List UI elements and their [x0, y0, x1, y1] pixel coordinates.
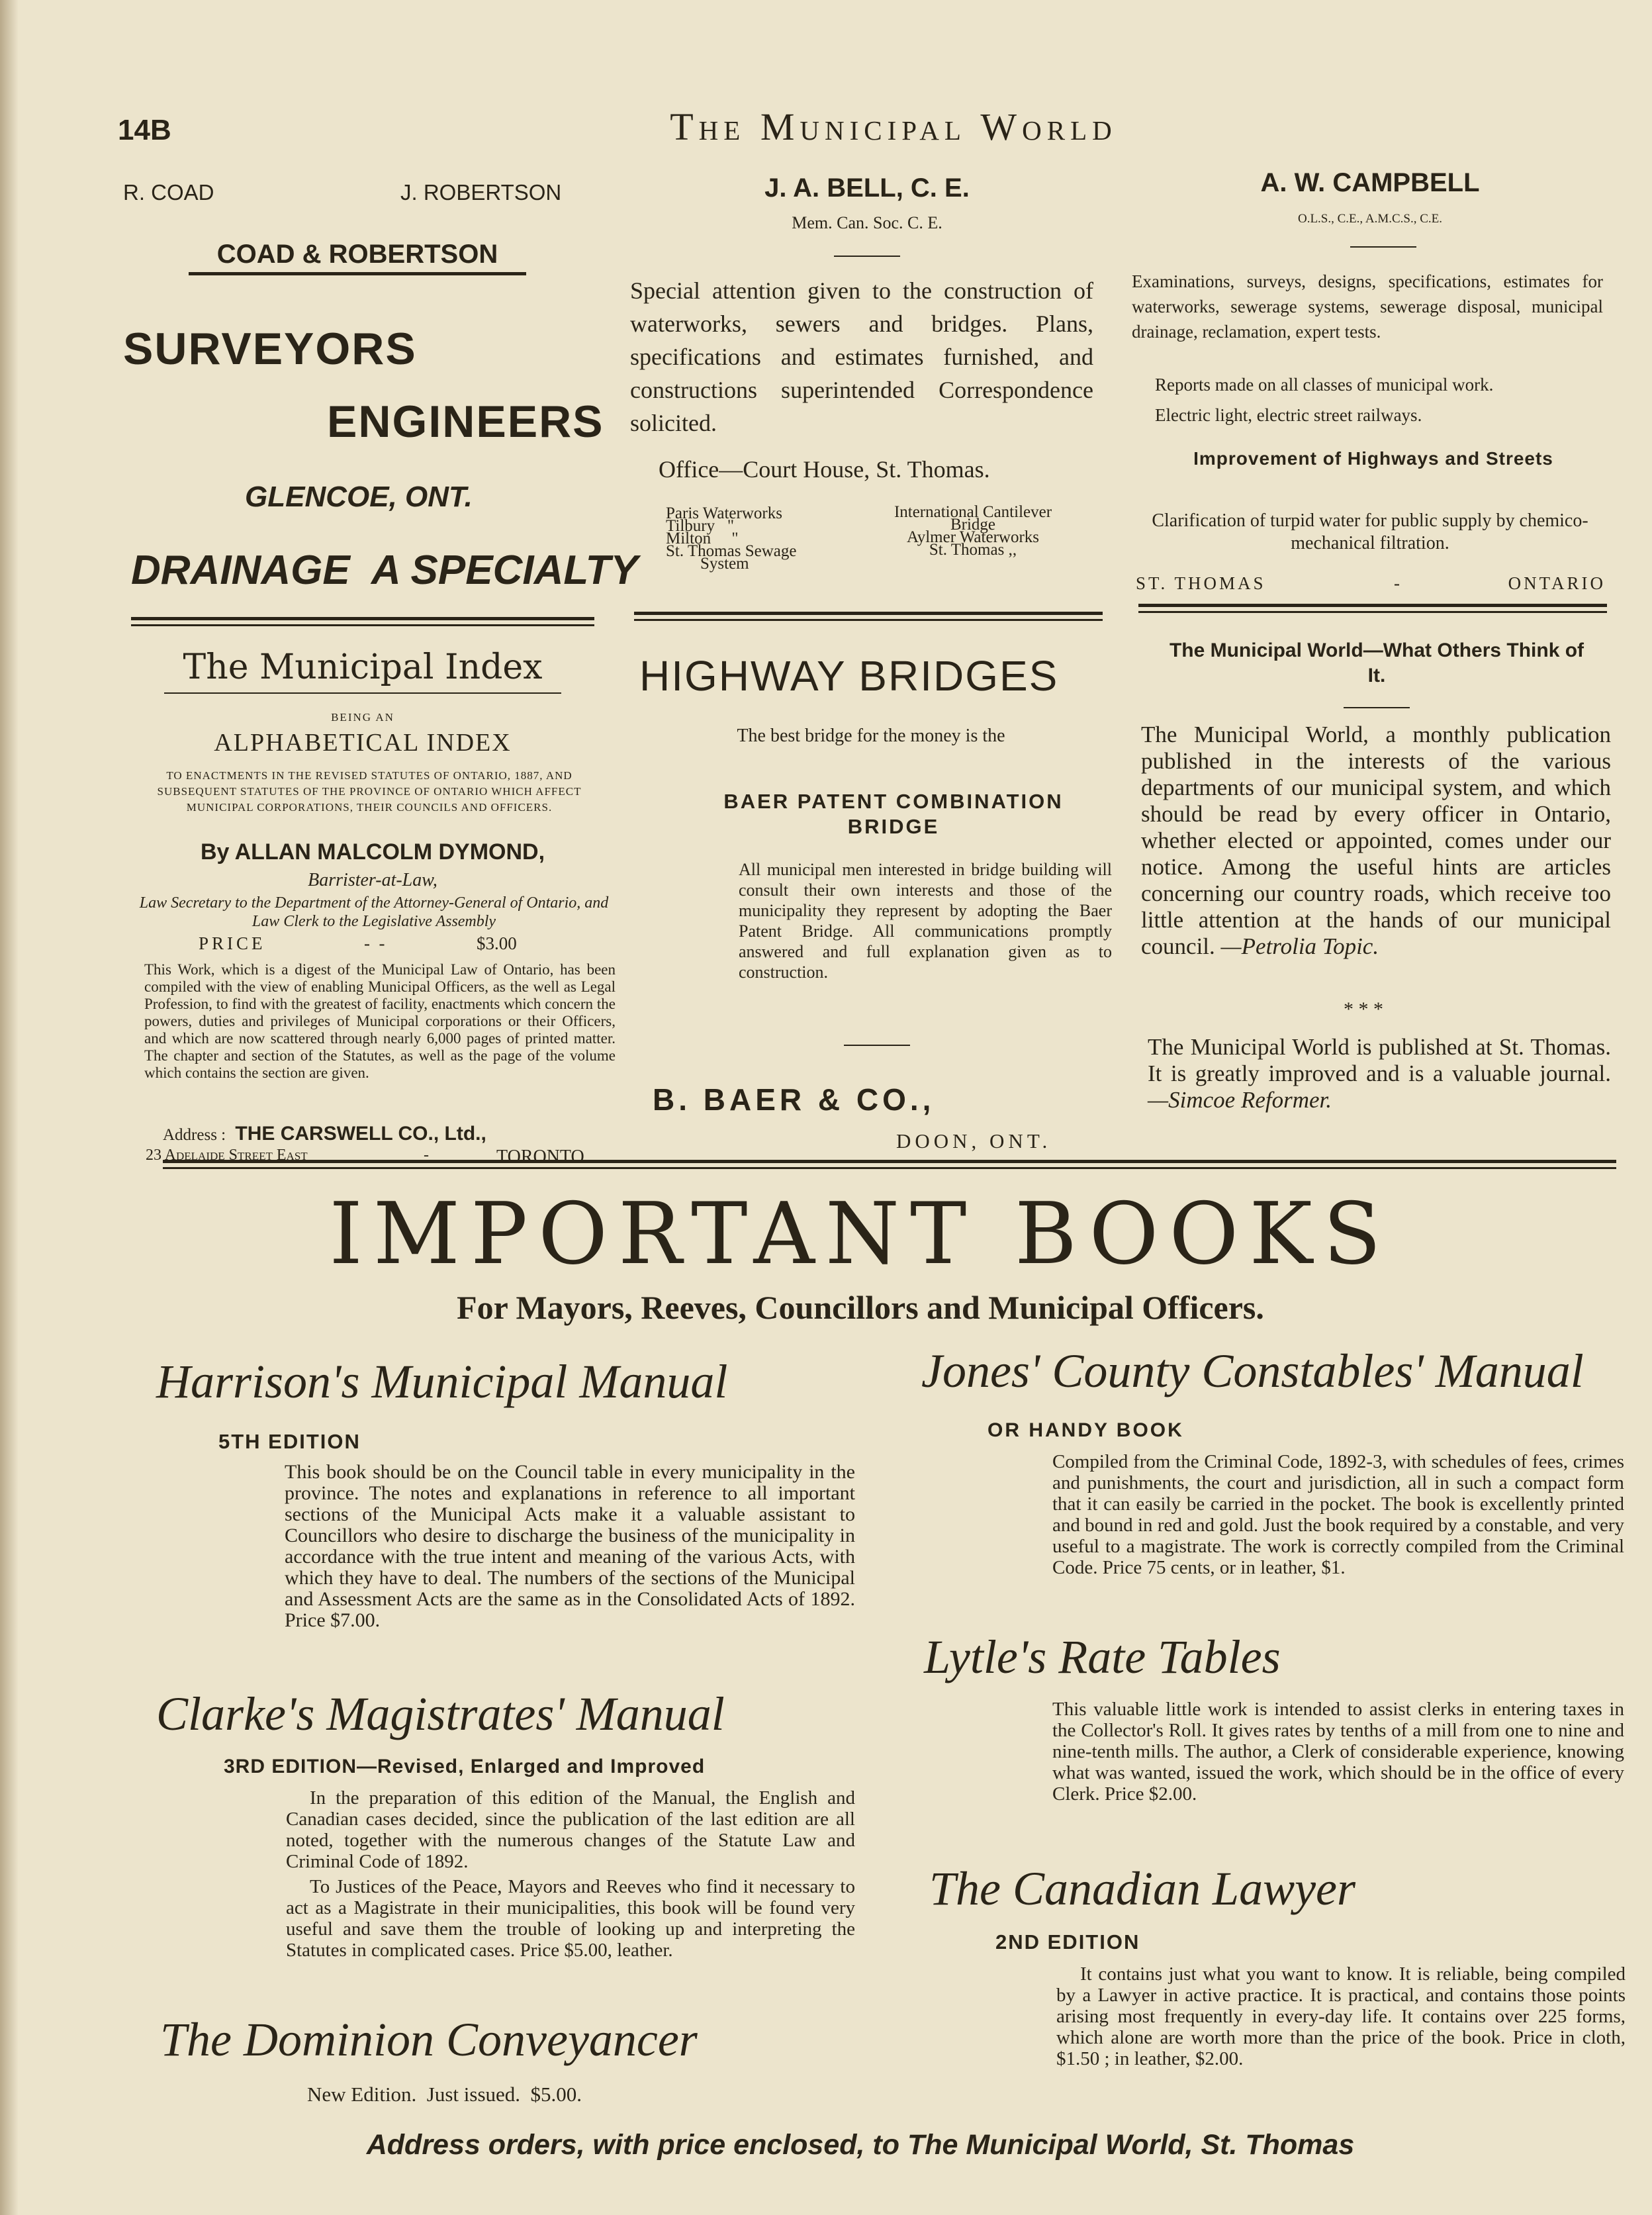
- others-divider: [1344, 707, 1410, 708]
- index-being: BEING AN: [331, 711, 394, 724]
- books-title: IMPORTANT BOOKS: [329, 1185, 1392, 1284]
- lawyer-title: The Canadian Lawyer: [929, 1862, 1356, 1915]
- bridges-firm: B. BAER & CO.,: [653, 1082, 935, 1117]
- bell-ref: St. Thomas ,,: [929, 541, 1017, 559]
- lawyer-edition: 2ND EDITION: [995, 1930, 1140, 1954]
- bridges-best: The best bridge for the money is the: [737, 726, 1005, 746]
- index-city: TORONTO.: [496, 1147, 589, 1167]
- campbell-p2: Reports made on all classes of municipal work.: [1155, 375, 1494, 395]
- robertson-name: J. ROBERTSON: [400, 180, 562, 205]
- index-title-underline: [164, 692, 561, 694]
- others-title: The Municipal World—What Others Think of It.: [1169, 639, 1584, 686]
- campbell-p1: Examinations, surveys, designs, specifications, estimates for waterworks, sewerage systems, sewerage disposal, municipal drainage, reclamation, expert tests.: [1132, 271, 1603, 342]
- campbell-dash: -: [1394, 573, 1402, 593]
- harrison-edition: 5TH EDITION: [218, 1430, 361, 1453]
- campbell-name: A. W. CAMPBELL: [1260, 168, 1480, 197]
- drainage-specialty: DRAINAGE A SPECIALTY: [131, 547, 638, 593]
- others-quote2-text: The Municipal World is published at St. Thomas. It is greatly improved and is a valuable journal.: [1148, 1034, 1611, 1086]
- engineers-heading: ENGINEERS: [327, 397, 604, 447]
- others-quote2-source: —Simcoe Reformer.: [1148, 1087, 1332, 1113]
- jones-body: Compiled from the Criminal Code, 1892-3, with schedules of fees, crimes and punishments, the court and jurisdiction, all in such a compact form that it can easily be carried in the pocket. The book is excellently printed and bound in red and gold. Just the book required by a constable, and very useful to a magistrate. The work is correctly compiled from the Criminal Code. Price 75 cents, or in leather, $1.: [1052, 1451, 1624, 1578]
- books-subtitle: For Mayors, Reeves, Councillors and Municipal Officers.: [457, 1289, 1264, 1326]
- harrison-title: Harrison's Municipal Manual: [156, 1355, 728, 1408]
- rule-col3: [1138, 604, 1607, 613]
- campbell-footer: [1136, 573, 1606, 594]
- index-address-label: Address :: [163, 1126, 226, 1144]
- campbell-p4: Clarification of turpid water for public supply by chemico-mechanical filtration.: [1152, 510, 1588, 553]
- bridges-divider: [844, 1045, 910, 1046]
- campbell-credentials: O.L.S., C.E., A.M.C.S., C.E.: [1297, 212, 1442, 226]
- index-street: 23 Adelaide Street East: [146, 1147, 308, 1164]
- rule-books: [163, 1160, 1616, 1169]
- clarke-body1: In the preparation of this edition of the Manual, the English and Canadian cases decided, since the publication of the last edition are all noted, together with the numerous changes of the Statute Law and Criminal Code of 1892.: [286, 1787, 855, 1872]
- bell-ref: Bridge: [950, 516, 996, 534]
- bridges-body: All municipal men interested in bridge building will consult their own interests and those of the municipality they represent by adopting the Baer Patent Bridge. All communications promptly answered and full explanation given as to construction.: [739, 860, 1112, 982]
- others-quote2: [1148, 1034, 1611, 1113]
- campbell-heading: Improvement of Highways and Streets: [1193, 448, 1553, 469]
- clarke-title: Clarke's Magistrates' Manual: [156, 1687, 725, 1740]
- campbell-province: ONTARIO: [1508, 573, 1606, 593]
- page-number: 14B: [118, 114, 171, 146]
- rule-col2: [634, 612, 1103, 621]
- index-address-co: THE CARSWELL CO., Ltd.,: [235, 1123, 486, 1145]
- campbell-p3: Electric light, electric street railways.: [1155, 405, 1422, 425]
- index-street-dash: -: [424, 1147, 429, 1164]
- books-footer: Address orders, with price enclosed, to The Municipal World, St. Thomas: [366, 2129, 1355, 2161]
- others-stars: * * *: [1344, 998, 1383, 1020]
- index-price-label: PRICE: [199, 933, 266, 953]
- jones-title: Jones' County Constables' Manual: [921, 1344, 1584, 1397]
- bell-office: Office—Court House, St. Thomas.: [659, 456, 990, 483]
- lawyer-body: It contains just what you want to know. It is reliable, being compiled by a Lawyer in active practice. It is practical, and contains those points arising most frequently in every-day life. It contains over 225 forms, which alone are worth more than the price of the book. Price in cloth, $1.50 ; in leather, $2.00.: [1056, 1963, 1626, 2069]
- harrison-body: This book should be on the Council table in every municipality in the province. The notes and explanations in reference to all important sections of the Municipal Acts make it a valuable assistant to Councillors who desire to discharge the business of the municipality in accordance with the true intent and meaning of the various Acts, with which they have to deal. The numbers of the sections of the Municipal and Assessment Acts are the same as in the Consolidated Acts of 1892. Price $7.00.: [285, 1461, 855, 1631]
- bell-ref: Paris Waterworks: [666, 504, 782, 522]
- bell-name: J. A. BELL, C. E.: [764, 173, 970, 203]
- firm-name: COAD & ROBERTSON: [189, 240, 526, 275]
- clarke-body2: To Justices of the Peace, Mayors and Reeves who find it necessary to act as a Magistrate in their municipalities, this book will be found very useful and save them the trouble of looking up and interpreting the Statutes in complicated cases. Price $5.00, leather.: [286, 1876, 855, 1961]
- bell-society: Mem. Can. Soc. C. E.: [792, 213, 942, 232]
- index-alpha: ALPHABETICAL INDEX: [214, 729, 512, 757]
- bell-ref: Aylmer Waterworks: [906, 528, 1040, 546]
- bell-refs-left: [666, 504, 858, 573]
- index-body: This Work, which is a digest of the Municipal Law of Ontario, has been compiled with the view of enabling Municipal Officers, as the well as Legal Profession, to find with the greatest of facility, enactments which concern the powers, duties and privileges of Municipal corporations or their Officers, and which are now scattered through nearly 6,000 pages of printed matter. The chapter and section of the Statutes, as well as the page of the volume which contains the section are given.: [144, 961, 616, 1081]
- bridges-town: DOON, ONT.: [896, 1129, 1052, 1153]
- dominion-title: The Dominion Conveyancer: [160, 2013, 698, 2066]
- bridges-product: BAER PATENT COMBINATION BRIDGE: [723, 790, 1064, 838]
- bell-divider: [834, 256, 900, 257]
- others-quote1-text: The Municipal World, a monthly publication published in the interests of the various departments of our municipal system, and which should be read by every officer in Ontario, whether elected or appointed, comes under our notice. Among the useful hints are articles concerning our country roads, which receive too little attention at the hands of our municipal council.: [1141, 722, 1611, 959]
- bell-ref: St. Thomas Sewage: [666, 542, 797, 560]
- surveyors-heading: SURVEYORS: [123, 324, 417, 374]
- campbell-divider: [1350, 246, 1416, 248]
- lytle-title: Lytle's Rate Tables: [924, 1630, 1281, 1683]
- index-address-row: [163, 1123, 620, 1145]
- index-to: TO ENACTMENTS IN THE REVISED STATUTES OF ONTARIO, 1887, AND SUBSEQUENT STATUTES OF THE PROVINCE OF ONTARIO WHICH AFFECT MUNICIPAL CORPORATIONS, THEIR COUNCILS AND OFFICERS.: [157, 769, 582, 814]
- others-quote1-source: —Petrolia Topic.: [1220, 933, 1379, 959]
- bell-ref: International Cantilever: [894, 503, 1052, 521]
- coad-town: GLENCOE, ONT.: [245, 481, 473, 513]
- page-edge-shadow: [0, 0, 19, 2215]
- jones-edition: OR HANDY BOOK: [987, 1419, 1184, 1441]
- bell-ref: Tilbury ": [666, 517, 735, 535]
- index-title: The Municipal Index: [183, 647, 543, 687]
- page-title: The Municipal World: [670, 105, 1117, 148]
- bell-ref: System: [700, 555, 749, 573]
- index-price: $3.00: [477, 933, 517, 953]
- bell-body: Special attention given to the construction of waterworks, sewers and bridges. Plans, specifications and estimates furnished, and constructions superintended Correspondence solicited.: [630, 277, 1093, 436]
- index-barrister: Barrister-at-Law,: [308, 870, 437, 890]
- others-quote1: [1141, 722, 1611, 960]
- lytle-body: This valuable little work is intended to assist clerks in entering taxes in the Collector's Roll. It gives rates by tenths of a mill from one to nine and nine-tenth mills. The author, a Clerk of considerable experience, knowing what was wanted, issued the work, which should be in the office of every Clerk. Price $2.00.: [1052, 1699, 1624, 1805]
- coad-name: R. COAD: [123, 180, 214, 205]
- bell-ref: Milton ": [666, 530, 739, 547]
- campbell-city: ST. THOMAS: [1136, 573, 1266, 593]
- bridges-title: HIGHWAY BRIDGES: [639, 652, 1059, 700]
- index-price-dash: - -: [364, 933, 385, 953]
- index-price-row: [199, 933, 596, 954]
- clarke-edition: 3RD EDITION—Revised, Enlarged and Improved: [224, 1756, 706, 1777]
- dominion-body: New Edition. Just issued. $5.00.: [307, 2083, 582, 2106]
- index-author: By ALLAN MALCOLM DYMOND,: [200, 839, 545, 865]
- bell-refs-right: [860, 503, 1085, 559]
- rule-col1: [131, 617, 594, 626]
- index-law: Law Secretary to the Department of the Attorney-General of Ontario, and Law Clerk to the Legislative Assembly: [139, 894, 609, 930]
